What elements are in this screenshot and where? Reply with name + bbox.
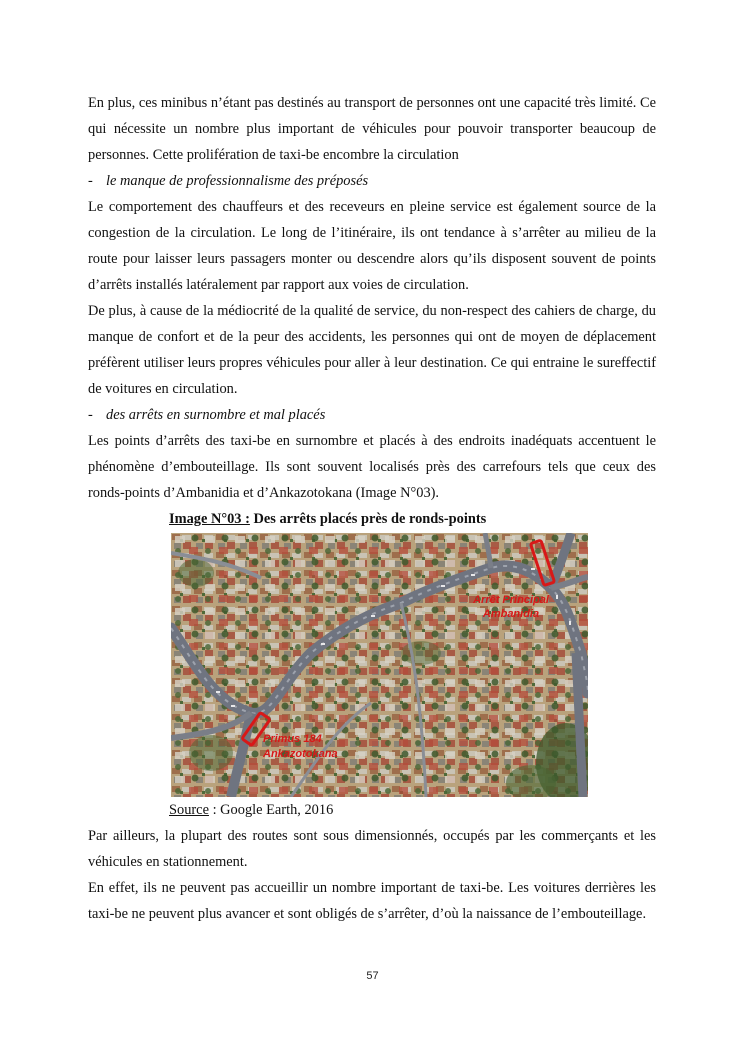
figure-caption [88, 506, 656, 532]
label-ankazotokana-line1: Primus 184 [263, 733, 322, 745]
page-number: 57 [366, 970, 379, 982]
paragraph-2: Le comportement des chauffeurs et des receveurs en pleine service est également source de la congestion de la circulation. Le long de l’itinéraire, ils ont tendance à s’arrêter au milieu de la route pour laisser leurs passagers monter ou descendre alors qu’ils disposent souvent de points d’arrêts installés latéralement par rapport aux voies de circulation. [88, 199, 656, 293]
bullet-dash: - [88, 173, 93, 189]
bullet-1 [88, 168, 656, 194]
label-ambanidia-line2: Ambanidia [482, 608, 540, 620]
bullet-dash: - [88, 407, 93, 423]
figure-source [88, 797, 656, 823]
label-ankazotokana-line2: Ankazotokana [263, 748, 338, 760]
document-body [88, 90, 656, 927]
label-ambanidia-line1: Arrêt Principal [473, 594, 549, 606]
bullet-1-text: le manque de professionnalisme des préposés [106, 173, 369, 189]
paragraph-5: Par ailleurs, la plupart des routes sont sous dimensionnés, occupés par les commerçants et les véhicules en stationnement. [88, 828, 656, 870]
satellite-map [171, 533, 588, 797]
satellite-image [171, 533, 588, 797]
paragraph-4: Les points d’arrêts des taxi-be en surnombre et placés à des endroits inadéquats accentuent le phénomène d’embouteillage. Ils sont souvent localisés près des carrefours tels que ceux des ronds-points d’Ambanidia et d’Ankazotokana (Image N°03). [88, 433, 656, 501]
bullet-2 [88, 402, 656, 428]
source-label: Source [169, 802, 209, 818]
paragraph-1: En plus, ces minibus n’étant pas destinés au transport de personnes ont une capacité très limité. Ce qui nécessite un nombre plus important de véhicules pour pouvoir transporter beaucoup de personnes. Cette prolifération de taxi-be encombre la circulation [88, 95, 656, 163]
paragraph-6: En effet, ils ne peuvent pas accueillir un nombre important de taxi-be. Les voitures derrières les taxi-be ne peuvent plus avancer et sont obligés de s’arrêter, d’où la naissance de l’embouteillage. [88, 880, 656, 922]
figure-caption-text: Des arrêts placés près de ronds-points [249, 511, 487, 527]
bullet-2-text: des arrêts en surnombre et mal placés [106, 407, 326, 423]
paragraph-3: De plus, à cause de la médiocrité de la qualité de service, du non-respect des cahiers de charge, du manque de confort et de la peur des accidents, les personnes qui ont de moyen de déplacement préfèrent utiliser leurs propres véhicules pour aller à leur destination. Ce qui entraine le sureffectif de voitures en circulation. [88, 303, 656, 397]
source-text: : Google Earth, 2016 [208, 802, 334, 818]
figure-caption-label: Image N°03 : [169, 511, 250, 527]
